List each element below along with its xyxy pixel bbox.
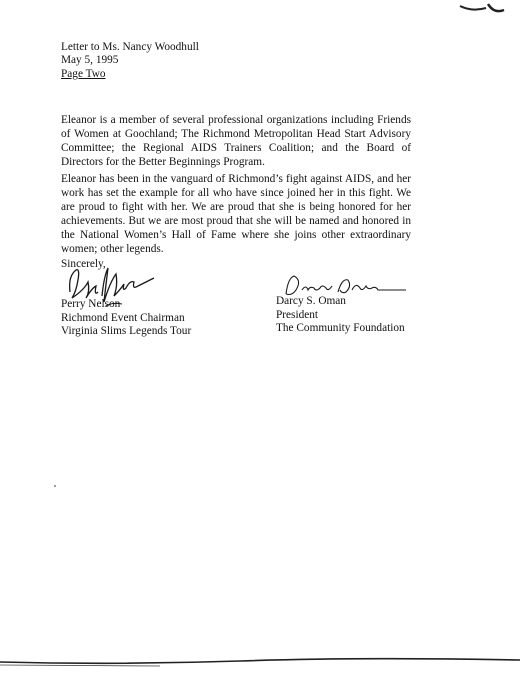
signatory-name: Perry Nelson <box>61 298 121 310</box>
body-paragraph-1: Eleanor is a member of several professional organizations including Friends of Women at Goochland; The Richmond Metropolitan Head Start Advisory Committee; the Regional AIDS Trainers Coalition; and the Board of Directors for the Better Beginnings Program. <box>61 114 411 168</box>
signatory-title: Richmond Event Chairman <box>61 311 185 324</box>
closing-salutation: Sincerely, <box>61 258 106 270</box>
header-recipient: Letter to Ms. Nancy Woodhull <box>61 41 199 53</box>
header-page-number: Page Two <box>61 67 106 80</box>
body-paragraph-2: Eleanor has been in the vanguard of Richmond’s fight against AIDS, and her work has set the example for all who have since joined her in this fight. We are proud to fight with her. We are proud that she is being honored for her achievements. But we are most proud that she will be named and honored in the National Women’s Hall of Fame where she joins other extraordinary women; other legends. <box>61 173 411 255</box>
signatory-left <box>61 298 191 339</box>
scan-artifact-mark <box>452 0 520 20</box>
header-date: May 5, 1995 <box>61 54 119 67</box>
letter-header <box>61 41 199 81</box>
signatory-organization: Virginia Slims Legends Tour <box>61 325 192 338</box>
signatory-organization: The Community Foundation <box>276 322 405 335</box>
page-bottom-scan-line <box>0 652 520 672</box>
signatory-name: Darcy S. Oman <box>276 295 346 307</box>
signatory-title: President <box>276 308 319 321</box>
signatory-right <box>276 295 405 336</box>
scan-speck <box>53 484 59 488</box>
